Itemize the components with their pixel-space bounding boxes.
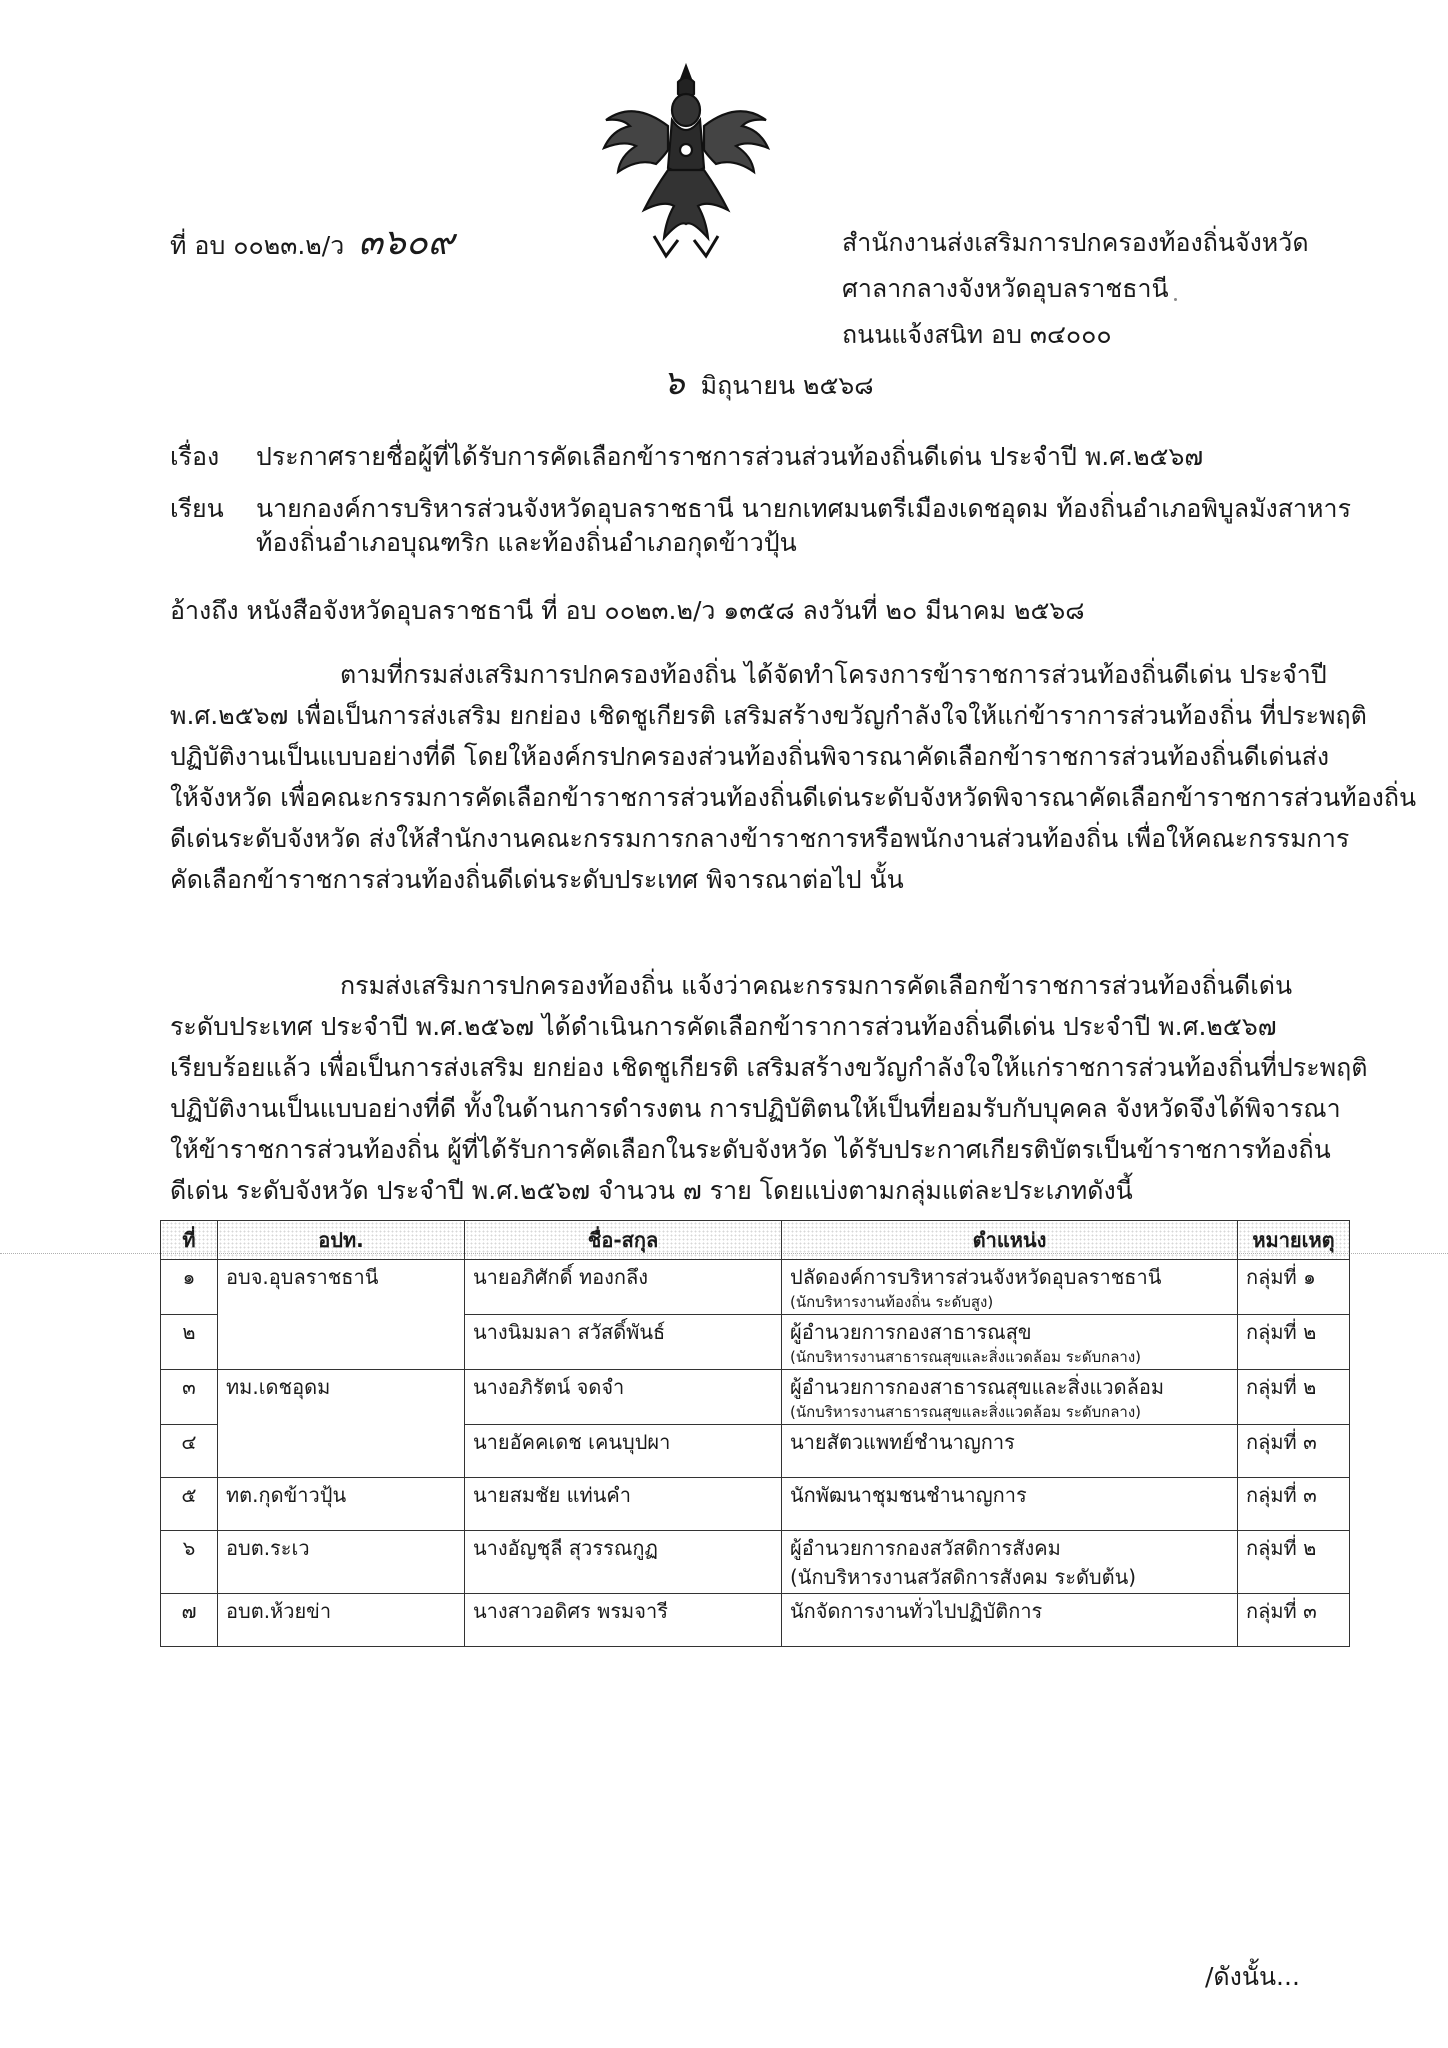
row-note: กลุ่มที่ ๓ (1238, 1594, 1350, 1647)
position-title: ผู้อำนวยการกองสาธารณสุข (790, 1320, 1032, 1344)
row-name: นางอภิรัตน์ จดจำ (465, 1370, 782, 1425)
addressee-line-2: ท้องถิ่นอำเภอบุณฑริก และท้องถิ่นอำเภอกุดข้าวปุ้น (256, 528, 797, 557)
paragraph-line: ให้จังหวัด เพื่อคณะกรรมการคัดเลือกข้าราชการส่วนท้องถิ่นดีเด่นระดับจังหวัดพิจารณาคัดเลือกข้าราชการส่วนท้องถิ่น (170, 783, 1417, 812)
paragraph-line: กรมส่งเสริมการปกครองท้องถิ่น แจ้งว่าคณะกรรมการคัดเลือกข้าราชการส่วนท้องถิ่นดีเด่น (340, 971, 1293, 1000)
paragraph-line: ให้ข้าราชการส่วนท้องถิ่น ผู้ที่ได้รับการคัดเลือกในระดับจังหวัด ได้รับประกาศเกียรติบัตรเป็นข้าราชการท้องถิ่น (170, 1135, 1331, 1164)
table-header-row (161, 1221, 1350, 1260)
position-level: (นักบริหารงานท้องถิ่น ระดับสูง) (790, 1293, 994, 1311)
row-position (782, 1370, 1238, 1425)
office-line: ศาลากลางจังหวัดอุบลราชธานี (842, 274, 1169, 303)
column-header-org: อปท. (218, 1221, 465, 1260)
row-position (782, 1531, 1238, 1594)
row-name: นายอภิศักดิ์ ทองกลึง (465, 1260, 782, 1315)
row-name: นายอัคคเดช เคนบุปผา (465, 1425, 782, 1478)
row-position (782, 1478, 1238, 1531)
position-title: ผู้อำนวยการกองสาธารณสุขและสิ่งแวดล้อม (790, 1375, 1165, 1399)
row-position (782, 1425, 1238, 1478)
paragraph-line: คัดเลือกข้าราชการส่วนท้องถิ่นดีเด่นระดับประเทศ พิจารณาต่อไป นั้น (170, 865, 904, 894)
paragraph-line: ตามที่กรมส่งเสริมการปกครองท้องถิ่น ได้จัดทำโครงการข้าราชการส่วนท้องถิ่นดีเด่น ประจำปี (340, 660, 1327, 689)
paragraph-line: เรียบร้อยแล้ว เพื่อเป็นการส่งเสริม ยกย่อง เชิดชูเกียรติ เสริมสร้างขวัญกำลังใจให้แก่ราชการส่วนท้องถิ่นที่ประพฤติ (170, 1053, 1368, 1082)
document-date (663, 363, 874, 403)
paragraph-line: พ.ศ.๒๕๖๗ เพื่อเป็นการส่งเสริม ยกย่อง เชิดชูเกียรติ เสริมสร้างขวัญกำลังใจให้แก่ข้าราการส่วนท้องถิ่น ที่ประพฤติ (170, 701, 1367, 730)
row-org: อบต.ระเว (218, 1531, 465, 1594)
issuing-office (842, 226, 1309, 364)
table-row (161, 1478, 1350, 1531)
body-paragraph-2 (170, 965, 1368, 1211)
row-number: ๔ (161, 1425, 218, 1478)
row-org: อบจ.อุบลราชธานี (218, 1260, 465, 1315)
row-number: ๒ (161, 1315, 218, 1370)
row-note: กลุ่มที่ ๓ (1238, 1425, 1350, 1478)
column-header-name: ชื่อ-สกุล (465, 1221, 782, 1260)
row-number: ๖ (161, 1531, 218, 1594)
paragraph-line: ดีเด่นระดับจังหวัด ส่งให้สำนักงานคณะกรรมการกลางข้าราชการหรือพนักงานส่วนท้องถิ่น เพื่อให้คณะกรรมการ (170, 824, 1350, 853)
row-note: กลุ่มที่ ๑ (1238, 1260, 1350, 1315)
table-row (161, 1260, 1350, 1315)
row-org (218, 1425, 465, 1478)
awardees-table (160, 1220, 1350, 1647)
row-number: ๕ (161, 1478, 218, 1531)
position-level: (นักบริหารงานสวัสดิการสังคม ระดับต้น) (790, 1565, 1137, 1589)
column-header-position: ตำแหน่ง (782, 1221, 1238, 1260)
position-title: นักพัฒนาชุมชนชำนาญการ (790, 1483, 1027, 1507)
row-number: ๑ (161, 1260, 218, 1315)
position-title: นักจัดการงานทั่วไปปฏิบัติการ (790, 1599, 1043, 1623)
subject-line (170, 440, 1203, 474)
addressee-line-1: นายกองค์การบริหารส่วนจังหวัดอุบลราชธานี นายกเทศมนตรีเมืองเดชอุดม ท้องถิ่นอำเภอพิบูลมังสาหาร (256, 494, 1351, 523)
position-level: (นักบริหารงานสาธารณสุขและสิ่งแวดล้อม ระดับกลาง) (790, 1348, 1142, 1366)
table-row (161, 1370, 1350, 1425)
column-header-no: ที่ (161, 1221, 218, 1260)
garuda-emblem (594, 60, 779, 260)
document-number (170, 222, 455, 263)
row-org (218, 1315, 465, 1370)
paragraph-line: ปฏิบัติงานเป็นแบบอย่างที่ดี ทั้งในด้านการดำรงตน การปฏิบัติตนให้เป็นที่ยอมรับกับบุคคล จังหวัดจึงได้พิจารณา (170, 1094, 1341, 1123)
body-paragraph-1 (170, 654, 1417, 900)
row-note: กลุ่มที่ ๒ (1238, 1531, 1350, 1594)
paragraph-line: ปฏิบัติงานเป็นแบบอย่างที่ดี โดยให้องค์กรปกครองส่วนท้องถิ่นพิจารณาคัดเลือกข้าราชการส่วนท้องถิ่นดีเด่นส่ง (170, 742, 1330, 771)
column-header-note: หมายเหตุ (1238, 1221, 1350, 1260)
position-title: นายสัตวแพทย์ชำนาญการ (790, 1430, 1015, 1454)
row-note: กลุ่มที่ ๓ (1238, 1478, 1350, 1531)
position-title: ผู้อำนวยการกองสวัสดิการสังคม (790, 1536, 1061, 1560)
row-org: ทต.กุดข้าวปุ้น (218, 1478, 465, 1531)
subject-text: ประกาศรายชื่อผู้ที่ได้รับการคัดเลือกข้าราชการส่วนส่วนท้องถิ่นดีเด่น ประจำปี พ.ศ.๒๕๖๗ (256, 442, 1204, 471)
row-name: นางนิมมลา สวัสดิ์พันธ์ (465, 1315, 782, 1370)
addressee-block (170, 492, 1351, 560)
position-level: (นักบริหารงานสาธารณสุขและสิ่งแวดล้อม ระดับกลาง) (790, 1403, 1142, 1421)
office-line: สำนักงานส่งเสริมการปกครองท้องถิ่นจังหวัด (842, 228, 1309, 257)
row-name: นางอัญชุลี สุวรรณกูฏ (465, 1531, 782, 1594)
row-note: กลุ่มที่ ๒ (1238, 1370, 1350, 1425)
date-day-handwritten: ๖ (663, 363, 685, 403)
table-row (161, 1425, 1350, 1478)
row-position (782, 1315, 1238, 1370)
row-org: ทม.เดชอุดม (218, 1370, 465, 1425)
position-title: ปลัดองค์การบริหารส่วนจังหวัดอุบลราชธานี (790, 1265, 1162, 1289)
office-line: ถนนแจ้งสนิท อบ ๓๔๐๐๐ (842, 320, 1112, 349)
row-org: อบต.ห้วยข่า (218, 1594, 465, 1647)
row-position (782, 1260, 1238, 1315)
table-row (161, 1594, 1350, 1647)
table-row (161, 1531, 1350, 1594)
paragraph-line: ดีเด่น ระดับจังหวัด ประจำปี พ.ศ.๒๕๖๗ จำนวน ๗ ราย โดยแบ่งตามกลุ่มแต่ละประเภทดังนี้ (170, 1176, 1133, 1205)
date-month-year: มิถุนายน ๒๕๖๘ (700, 371, 874, 400)
paragraph-line: ระดับประเทศ ประจำปี พ.ศ.๒๕๖๗ ได้ดำเนินการคัดเลือกข้าราการส่วนท้องถิ่นดีเด่น ประจำปี พ.ศ.๒๕๖๗ (170, 1012, 1277, 1041)
row-position (782, 1594, 1238, 1647)
row-number: ๗ (161, 1594, 218, 1647)
row-name: นางสาวอดิศร พรมจารี (465, 1594, 782, 1647)
subject-label: เรื่อง (170, 442, 220, 471)
row-number: ๓ (161, 1370, 218, 1425)
addressee-label: เรียน (170, 494, 224, 523)
row-name: นายสมชัย แท่นคำ (465, 1478, 782, 1531)
continuation-marker: /ดังนั้น... (1205, 1962, 1300, 1991)
row-note: กลุ่มที่ ๒ (1238, 1315, 1350, 1370)
document-number-handwritten: ๓๖๐๙ (358, 222, 455, 263)
reference-line: อ้างถึง หนังสือจังหวัดอุบลราชธานี ที่ อบ ๐๐๒๓.๒/ว ๑๓๕๘ ลงวันที่ ๒๐ มีนาคม ๒๕๖๘ (170, 596, 1085, 625)
table-row (161, 1315, 1350, 1370)
document-number-prefix: ที่ อบ ๐๐๒๓.๒/ว (170, 231, 345, 260)
